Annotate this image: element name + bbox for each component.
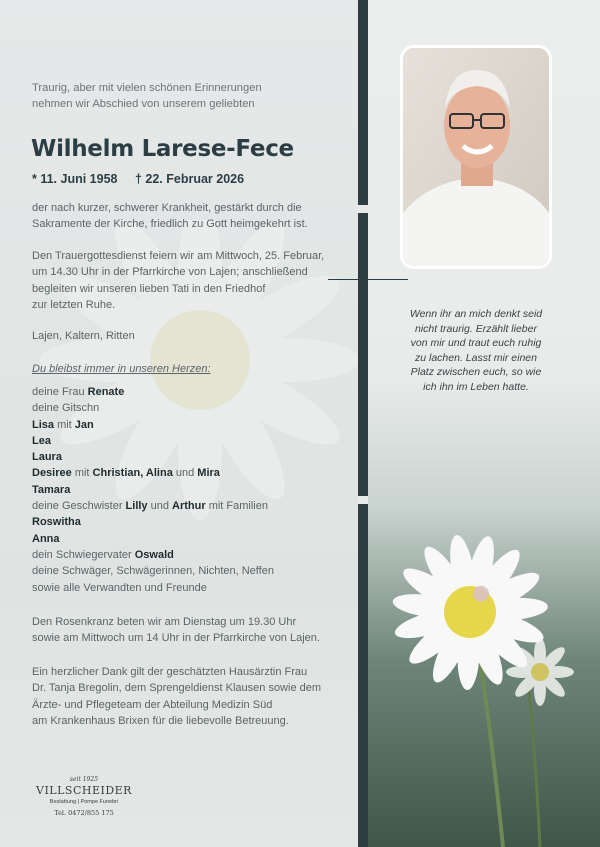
family-line: Lea [32, 434, 51, 447]
family-line: Anna [32, 532, 60, 545]
family-line: Tamara [32, 483, 71, 496]
life-dates [32, 172, 258, 186]
vertical-divider [358, 0, 368, 847]
family-line: Laura [32, 451, 62, 464]
quote-text: Wenn ihr an mich denkt seid nicht traurig. Erzählt lieber von mir und traut euch ruhig zu lachen. Lasst mir einen Platz zwischen euch, so wie ich ihn im Leben hatte. [409, 308, 543, 393]
family-list [32, 384, 342, 596]
divider-gap [358, 205, 368, 213]
family-line: Roswitha [32, 516, 81, 529]
family-line: deine Geschwister Lilly und Arthur mit Familien [32, 500, 268, 513]
family-line: Lisa mit Jan [32, 418, 94, 431]
portrait-image [403, 48, 549, 266]
family-line: deine Frau Renate [32, 386, 125, 398]
death-date: † 22. Februar 2026 [134, 172, 245, 186]
birth-date: * 11. Juni 1958 [32, 172, 118, 186]
portrait-photo [400, 45, 552, 269]
thanks-text: Ein herzlicher Dank gilt der geschätzten Hausärztin Frau Dr. Tanja Bregolin, dem Sprengeldienst Klausen sowie dem Ärzte- und Pflegeteam der Abteilung Medizin Süd am Krankenhaus Brixen für die liebevolle Betreuung. [32, 666, 322, 727]
family-line: sowie alle Verwandten und Freunde [32, 581, 207, 594]
funeral-home-logo: seit 1925 VILLSCHEIDER Bestattung | Pompe Funebri Tel. 0472/855 175 [36, 776, 132, 817]
rosary-text: Den Rosenkranz beten wir am Dienstag um 19.30 Uhr sowie am Mittwoch um 14 Uhr in der Pfarrkirche von Lajen. [32, 616, 320, 645]
family-line: dein Schwiegervater Oswald [32, 548, 174, 561]
passing-text: der nach kurzer, schwerer Krankheit, gestärkt durch die Sakramente der Kirche, friedlich zu Gott heimgekehrt ist. [32, 202, 308, 231]
divider-gap [358, 496, 368, 504]
places-text: Lajen, Kaltern, Ritten [32, 330, 135, 342]
family-line: Desiree mit Christian, Alina und Mira [32, 467, 220, 480]
intro-text: Traurig, aber mit vielen schönen Erinnerungen nehmen wir Abschied von unserem geliebten [32, 82, 262, 110]
heart-heading: Du bleibst immer in unseren Herzen: [32, 363, 211, 375]
funeral-service-text: Den Trauergottesdienst feiern wir am Mittwoch, 25. Februar, um 14.30 Uhr in der Pfarrkirche von Lajen; anschließend begleiten wir unseren lieben Tati in den Friedhof zur letzten Ruhe. [32, 250, 325, 311]
family-line: deine Schwäger, Schwägerinnen, Nichten, Neffen [32, 565, 274, 578]
deceased-name: Wilhelm Larese-Fece [31, 136, 294, 162]
daisy-image [368, 500, 600, 847]
family-line: deine Gitschn [32, 402, 100, 415]
